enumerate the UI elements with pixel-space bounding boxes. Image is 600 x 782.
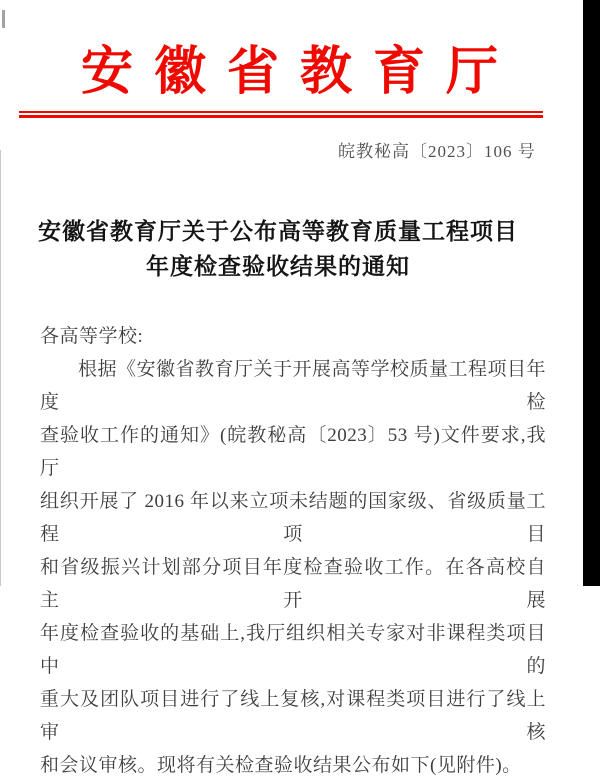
- document-body: [40, 320, 546, 782]
- letterhead-separator-line: [19, 111, 543, 118]
- body-line: 和省级振兴计划部分项目年度检查验收工作。在各高校自主开展: [40, 557, 546, 611]
- scanner-black-band: [583, 0, 600, 586]
- body-line: 根据《安徽省教育厅关于开展高等学校质量工程项目年度检: [40, 359, 547, 413]
- body-line: 和会议审核。现将有关检查验收结果公布如下(见附件)。: [40, 755, 522, 776]
- body-line: 组织开展了 2016 年以来立项未结题的国家级、省级质量工程项目: [40, 491, 546, 545]
- document-title-line2: 年度检查验收结果的通知: [146, 254, 410, 279]
- agency-letterhead: 安 徽 省 教 育 厅: [80, 44, 502, 101]
- salutation: 各高等学校:: [40, 326, 144, 347]
- scan-artifact-mark: [2, 10, 5, 28]
- body-line: 查验收工作的通知》(皖教秘高〔2023〕53 号)文件要求,我厅: [40, 425, 546, 479]
- body-line: 重大及团队项目进行了线上复核,对课程类项目进行了线上审核: [40, 689, 546, 743]
- document-title: [0, 214, 556, 284]
- document-title-line1: 安徽省教育厅关于公布高等教育质量工程项目: [38, 219, 518, 244]
- body-line: 年度检查验收的基础上,我厅组织相关专家对非课程类项目中的: [40, 623, 546, 677]
- document-reference-number: 皖教秘高〔2023〕106 号: [338, 142, 536, 161]
